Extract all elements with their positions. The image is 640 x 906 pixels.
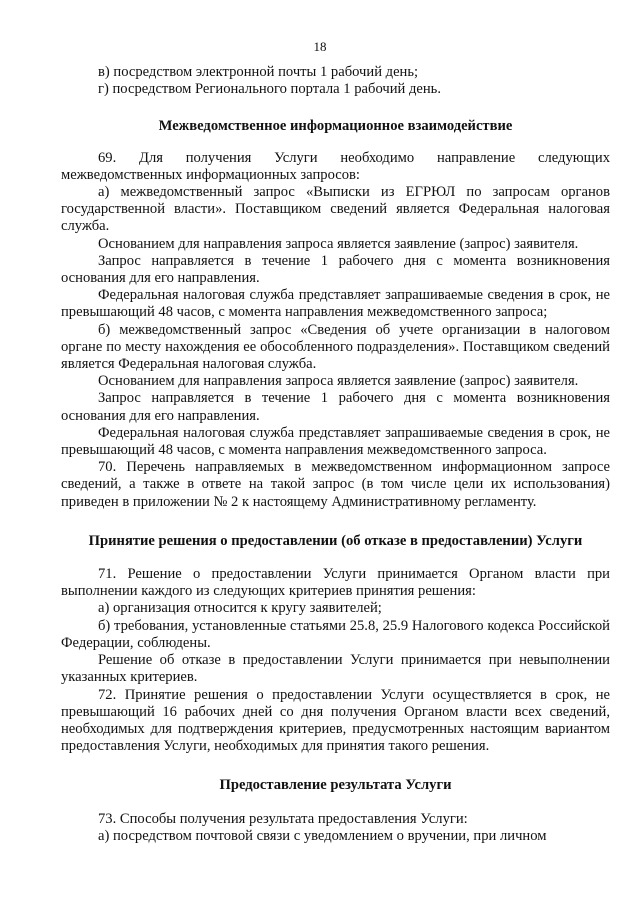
section-spacer: [61, 755, 610, 777]
section-spacer: [61, 795, 610, 811]
paragraph: б) межведомственный запрос «Сведения об учете организации в налоговом органе по месту нахождения ее обособленного подразделения». Поставщиком сведений является Федеральная налоговая служба.: [61, 321, 610, 373]
paragraph: Основанием для направления запроса является заявление (запрос) заявителя.: [98, 235, 579, 252]
section-heading: Межведомственное информационное взаимодействие: [158, 118, 513, 135]
paragraph: Решение об отказе в предоставлении Услуги принимается при невыполнении указанных критериев.: [61, 652, 610, 686]
section-spacer: [61, 511, 610, 533]
section-spacer: [61, 550, 610, 566]
section-heading: Принятие решения о предоставлении (об отказе в предоставлении) Услуги: [88, 532, 583, 549]
paragraph: 71. Решение о предоставлении Услуги принимается Органом власти при выполнении каждого из следующих критериев принятия решения:: [61, 566, 610, 600]
page-number: 18: [313, 39, 327, 54]
paragraph: Основанием для направления запроса является заявление (запрос) заявителя.: [98, 373, 579, 390]
paragraph: г) посредством Регионального портала 1 рабочий день.: [98, 81, 441, 98]
paragraph: а) организация относится к кругу заявителей;: [98, 600, 382, 617]
paragraph: 69. Для получения Услуги необходимо направление следующих межведомственных информационных запросов:: [61, 149, 610, 183]
paragraph: 72. Принятие решения о предоставлении Услуги осуществляется в срок, не превышающий 16 рабочих дней со дня получения Органом власти всех сведений, необходимых для подтверждения критериев, предусмотренных настоящим вариантом предоставления Услуги, необходимых для принятия такого решения.: [61, 686, 610, 755]
paragraph: Запрос направляется в течение 1 рабочего дня с момента возникновения основания для его направления.: [61, 252, 610, 287]
paragraph: 73. Способы получения результата предоставления Услуги:: [98, 810, 468, 827]
section-spacer: [61, 136, 610, 150]
section-spacer: [61, 98, 610, 118]
paragraph: 70. Перечень направляемых в межведомственном информационном запросе сведений, а также в ответе на такой запрос (в том числе цели их использования) приведен в приложении № 2 к настоящему Административному регламенту.: [61, 459, 610, 510]
paragraph: Федеральная налоговая служба представляет запрашиваемые сведения в срок, не превышающий 48 часов, с момента направления межведомственного запроса;: [61, 287, 610, 321]
section-heading: Предоставление результата Услуги: [219, 777, 452, 794]
paragraph: в) посредством электронной почты 1 рабочий день;: [98, 64, 419, 80]
paragraph: а) межведомственный запрос «Выписки из ЕГРЮЛ по запросам органов государственной власти». Поставщиком сведений является Федеральная налоговая служба.: [61, 184, 610, 235]
paragraph: Федеральная налоговая служба представляет запрашиваемые сведения в срок, не превышающий 48 часов, с момента направления межведомственного запроса.: [61, 424, 610, 459]
document-body: [61, 64, 610, 845]
paragraph: б) требования, установленные статьями 25.8, 25.9 Налогового кодекса Российской Федерации, соблюдены.: [61, 617, 610, 651]
paragraph: а) посредством почтовой связи с уведомлением о вручении, при личном: [98, 827, 547, 844]
paragraph: Запрос направляется в течение 1 рабочего дня с момента возникновения основания для его направления.: [61, 390, 610, 424]
